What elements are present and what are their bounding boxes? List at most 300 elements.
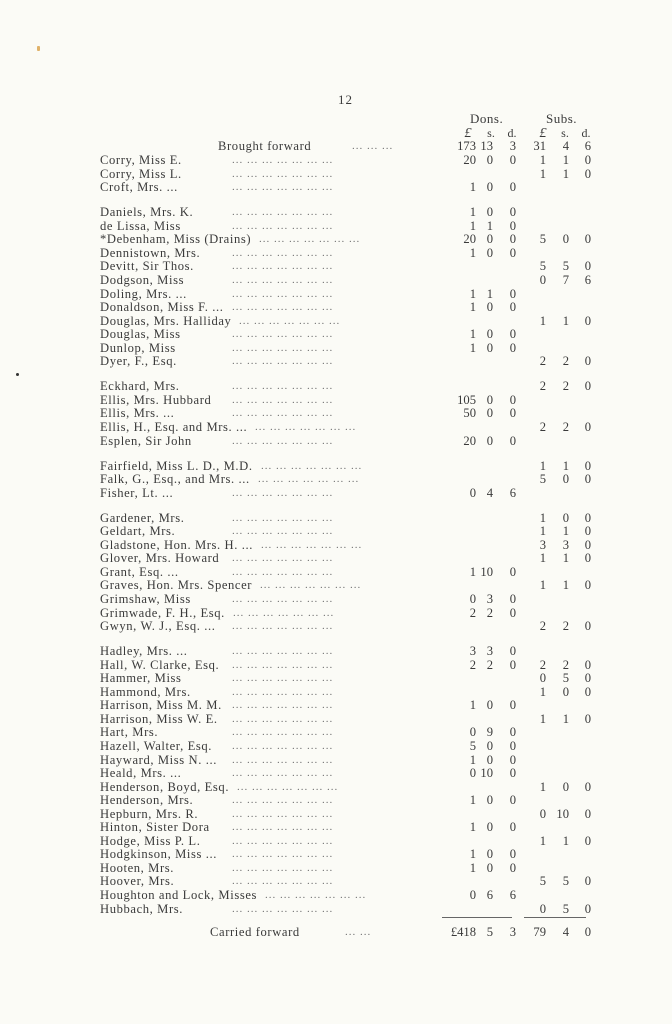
leader-dots: ... ... ... ... ... ... ... [232, 301, 334, 313]
dons-pence-cell: 0 [509, 232, 516, 247]
contributor-name: Grimwade, F. H., Esq. [100, 605, 225, 620]
dons-pounds-cell: 20 [463, 232, 476, 247]
dons-pounds-cell: 105 [457, 392, 476, 407]
dons-pounds-cell: 1 [469, 286, 476, 301]
table-row [0, 205, 672, 219]
table-row [0, 180, 672, 194]
subs-shillings-cell: 2 [562, 657, 569, 672]
dons-shillings-cell: 3 [486, 644, 493, 659]
contributor-name: Henderson, Mrs. [100, 793, 194, 808]
contributor-name: Graves, Hon. Mrs. Spencer [100, 578, 253, 593]
contributor-name: Houghton and Lock, Misses [100, 888, 258, 902]
subs-shillings-cell: 1 [562, 313, 569, 328]
leader-dots: ... ... ... ... ... ... ... [232, 726, 334, 739]
contributor-name: Geldart, Mrs. [100, 524, 176, 539]
subs-pounds-cell: 1 [539, 711, 546, 726]
subs-pounds-cell: 2 [539, 657, 546, 672]
subs-pence-cell: 0 [584, 166, 591, 181]
subs-pence-cell: 0 [584, 671, 591, 686]
table-row [0, 592, 672, 606]
contributor-name: Hart, Mrs. [100, 725, 159, 740]
subs-shillings-cell: 1 [562, 166, 569, 181]
contributor-name: Hayward, Miss N. ... [100, 752, 217, 767]
carried-forward-label: Carried forward [210, 925, 300, 939]
subs-pence-cell: 0 [584, 901, 591, 916]
leader-dots: ... ... ... ... ... ... ... [232, 672, 334, 685]
table-row [0, 459, 672, 473]
subs-pence-cell: 0 [584, 153, 591, 167]
contributor-name: Douglas, Miss [100, 327, 181, 342]
dons-pounds-cell: 1 [469, 698, 476, 713]
leader-dots: ... ... ... ... ... ... ... [232, 712, 334, 725]
table-row [0, 486, 672, 500]
subs-shillings-cell: 1 [562, 551, 569, 566]
subs-pence-cell: 0 [584, 232, 591, 247]
bf-subs-pounds: 31 [533, 139, 546, 153]
leader-dots: ... ... ... ... ... ... ... [232, 219, 334, 232]
contributor-name: Hammond, Mrs. [100, 684, 191, 699]
dons-pence-cell: 0 [509, 605, 516, 620]
table-row [0, 739, 672, 753]
dons-shillings-cell: 0 [486, 793, 493, 808]
dons-pence-cell: 0 [509, 180, 516, 195]
table-row [0, 619, 672, 633]
subs-pence-cell: 6 [584, 272, 591, 287]
contributor-name: Dunlop, Miss [100, 340, 176, 355]
subs-pence-cell: 0 [584, 779, 591, 794]
subs-pence-cell: 0 [584, 419, 591, 434]
contributor-name: de Lissa, Miss [100, 218, 181, 233]
contributor-name: Hubbach, Mrs. [100, 901, 183, 916]
dons-pounds-cell: 1 [469, 218, 476, 233]
table-row [0, 888, 672, 902]
leader-dots: ... ... ... ... ... ... ... [239, 314, 341, 327]
dons-pence-cell: 0 [509, 752, 516, 767]
subs-shillings-cell: 0 [562, 232, 569, 247]
cf-dons-pence: 3 [509, 925, 516, 939]
dons-shillings-cell: 0 [486, 153, 493, 167]
dons-pounds-cell: 5 [469, 738, 476, 753]
leader-dots: ... ... ... ... ... ... ... [232, 685, 334, 698]
contributor-name: *Debenham, Miss (Drains) [100, 232, 252, 247]
table-row [0, 551, 672, 565]
contributor-name: Dennistown, Mrs. [100, 245, 201, 260]
leader-dots: ... ... ... ... ... ... ... [233, 606, 335, 619]
subs-pounds-cell: 1 [539, 153, 546, 167]
subs-pounds-cell: 1 [539, 578, 546, 593]
leader-dots: ... ... ... [352, 140, 394, 152]
dons-pence-cell: 0 [509, 205, 516, 220]
contributor-name: Hepburn, Mrs. R. [100, 806, 199, 821]
leader-dots: ... ... ... ... ... ... ... [232, 246, 334, 259]
leader-dots: ... ... ... ... ... ... ... [232, 658, 334, 671]
subs-shillings-cell: 0 [562, 684, 569, 699]
subs-pence-cell: 0 [584, 313, 591, 328]
dons-pounds-cell: 3 [469, 644, 476, 659]
table-row [0, 232, 672, 246]
subs-pence-cell: 0 [584, 259, 591, 274]
subs-pounds-cell: 0 [539, 272, 546, 287]
subs-pence-cell: 0 [584, 510, 591, 525]
table-row [0, 314, 672, 328]
dons-total-rule [442, 917, 512, 918]
table-row [0, 766, 672, 780]
leader-dots: ... ... ... ... ... ... ... [232, 753, 334, 766]
contributor-name: Hooten, Mrs. [100, 860, 175, 875]
leader-dots: ... ... ... ... ... ... ... [232, 380, 334, 393]
table-row [0, 167, 672, 181]
table-row [0, 712, 672, 726]
dons-shillings-cell: 0 [486, 327, 493, 342]
dons-pounds-cell: 0 [469, 485, 476, 500]
dons-pounds-cell: 20 [463, 153, 476, 167]
subs-pounds-cell: 0 [539, 901, 546, 916]
table-row [0, 538, 672, 552]
dons-shillings-cell: 0 [486, 433, 493, 448]
contributor-name: Henderson, Boyd, Esq. [100, 779, 230, 794]
leader-dots: ... ... ... ... ... ... ... [232, 861, 334, 874]
contributor-name: Hinton, Sister Dora [100, 820, 210, 835]
contributor-name: Gardener, Mrs. [100, 510, 185, 525]
subs-pounds-cell: 5 [539, 232, 546, 247]
dons-shillings-cell: 3 [486, 592, 493, 606]
contributor-name: Ellis, Mrs. ... [100, 406, 175, 421]
subs-pounds-cell: 1 [539, 458, 546, 473]
dons-pence-cell: 0 [509, 433, 516, 448]
brought-forward-row [0, 139, 672, 153]
contributor-name: Gladstone, Hon. Mrs. H. ... [100, 537, 253, 552]
page-number: 12 [338, 92, 353, 107]
contributor-name: Dyer, F., Esq. [100, 354, 177, 369]
leader-dots: ... ... ... ... ... ... ... [232, 393, 334, 406]
dons-pence-cell: 0 [509, 153, 516, 167]
table-row [0, 406, 672, 420]
dons-pence-cell: 0 [509, 860, 516, 875]
dons-pence-cell: 0 [509, 644, 516, 659]
subs-shillings-cell: 1 [562, 153, 569, 167]
bf-subs-shillings: 4 [562, 139, 569, 153]
dons-pounds-cell: 0 [469, 888, 476, 902]
table-row [0, 578, 672, 592]
leader-dots: ... ... ... ... ... ... ... [258, 473, 360, 486]
table-row [0, 861, 672, 875]
table-row [0, 434, 672, 448]
subs-shillings-cell: 3 [562, 537, 569, 552]
subs-total-rule [524, 917, 586, 918]
leader-dots: ... ... [345, 926, 372, 938]
subs-pence-cell: 0 [584, 578, 591, 593]
subs-pence-cell: 0 [584, 657, 591, 672]
table-row [0, 780, 672, 794]
table-row [0, 219, 672, 233]
subs-shillings-cell: 1 [562, 833, 569, 848]
table-row [0, 300, 672, 314]
subs-pounds-cell: 2 [539, 619, 546, 633]
contributor-name: Eckhard, Mrs. [100, 379, 180, 394]
table-row [0, 820, 672, 834]
dons-pounds-cell: 1 [469, 327, 476, 342]
contributor-name: Hadley, Mrs. ... [100, 644, 188, 659]
dons-shillings-cell: 0 [486, 205, 493, 220]
leader-dots: ... ... ... ... ... ... ... [232, 287, 334, 300]
subs-pounds-cell: 1 [539, 779, 546, 794]
subs-pounds-cell: 1 [539, 166, 546, 181]
leader-dots: ... ... ... ... ... ... ... [232, 620, 334, 632]
dons-pence-cell: 0 [509, 766, 516, 780]
dons-pence-cell: 0 [509, 392, 516, 407]
subs-pounds-cell: 1 [539, 313, 546, 328]
subs-shillings-cell: 5 [562, 259, 569, 274]
contributor-name: Hammer, Miss [100, 671, 182, 686]
dons-pounds-cell: 1 [469, 245, 476, 260]
subs-shillings-cell: 10 [556, 806, 569, 821]
subs-pence-unit: d. [581, 126, 591, 140]
subs-shillings-cell: 5 [562, 874, 569, 889]
leader-dots: ... ... ... ... ... ... ... [232, 260, 334, 273]
subs-pounds-cell: 1 [539, 684, 546, 699]
contributor-name: Doling, Mrs. ... [100, 286, 187, 301]
table-row [0, 658, 672, 672]
subs-pence-cell: 0 [584, 711, 591, 726]
leader-dots: ... ... ... ... ... ... ... [232, 273, 334, 286]
dons-pence-unit: d. [507, 126, 517, 140]
subs-pounds-cell: 1 [539, 524, 546, 539]
table-row [0, 644, 672, 658]
dons-pence-cell: 0 [509, 218, 516, 233]
dons-shillings-cell: 0 [486, 847, 493, 862]
dons-pounds-cell: 1 [469, 564, 476, 579]
dons-pence-cell: 0 [509, 327, 516, 342]
dons-pounds-cell: 0 [469, 725, 476, 740]
contributor-name: Hazell, Walter, Esq. [100, 738, 213, 753]
table-row [0, 793, 672, 807]
cf-dons-pounds: £418 [450, 925, 476, 939]
leader-dots: ... ... ... ... ... ... ... [232, 848, 334, 861]
subs-pence-cell: 0 [584, 874, 591, 889]
leader-dots: ... ... ... ... ... ... ... [232, 875, 334, 888]
contributor-name: Fairfield, Miss L. D., M.D. [100, 458, 253, 473]
leader-dots: ... ... ... ... ... ... ... [232, 807, 334, 820]
subs-shillings-cell: 1 [562, 524, 569, 539]
subs-pounds-cell: 0 [539, 671, 546, 686]
table-row [0, 327, 672, 341]
dons-shillings-cell: 0 [486, 232, 493, 247]
contributor-name: Esplen, Sir John [100, 433, 192, 448]
dons-shillings-cell: 0 [486, 860, 493, 875]
dons-pounds-cell: 2 [469, 605, 476, 620]
contributor-name: Douglas, Mrs. Halliday [100, 313, 232, 328]
dons-shillings-cell: 0 [486, 820, 493, 835]
cf-subs-pounds: 79 [533, 925, 546, 939]
leader-dots: ... ... ... ... ... ... ... [232, 902, 334, 915]
table-row [0, 354, 672, 368]
dons-pence-cell: 0 [509, 738, 516, 753]
leader-dots: ... ... ... ... ... ... ... [232, 552, 334, 565]
paper-mark [37, 46, 40, 51]
contributor-name: Harrison, Miss W. E. [100, 711, 218, 726]
dons-pounds-cell: 2 [469, 657, 476, 672]
contributor-name: Glover, Mrs. Howard [100, 551, 220, 566]
subs-pounds-cell: 1 [539, 510, 546, 525]
contributor-name: Croft, Mrs. ... [100, 180, 178, 195]
contributor-name: Corry, Miss L. [100, 166, 182, 181]
leader-dots: ... ... ... ... ... ... ... [232, 699, 334, 712]
dons-pounds-cell: 1 [469, 752, 476, 767]
subs-shillings-cell: 5 [562, 901, 569, 916]
table-row [0, 259, 672, 273]
dons-pence-cell: 6 [509, 485, 516, 500]
subs-shillings-cell: 2 [562, 354, 569, 369]
subs-shillings-cell: 1 [562, 458, 569, 473]
subs-pounds-cell: 1 [539, 833, 546, 848]
contributor-name: Grant, Esq. ... [100, 564, 179, 579]
table-row [0, 847, 672, 861]
contributor-name: Hodge, Miss P. L. [100, 833, 201, 848]
brought-forward-label: Brought forward [218, 139, 312, 153]
subs-shillings-cell: 1 [562, 578, 569, 593]
table-row [0, 524, 672, 538]
dons-pence-cell: 0 [509, 592, 516, 606]
leader-dots: ... ... ... ... ... ... ... [232, 511, 334, 524]
leader-dots: ... ... ... ... ... ... ... [232, 328, 334, 341]
leader-dots: ... ... ... ... ... ... ... [232, 341, 334, 354]
contributor-name: Hall, W. Clarke, Esq. [100, 657, 220, 672]
dons-shillings-cell: 0 [486, 752, 493, 767]
dons-pence-cell: 0 [509, 820, 516, 835]
cf-subs-pence: 0 [584, 925, 591, 939]
dons-pound-unit: £ [464, 126, 472, 141]
dons-shillings-cell: 1 [486, 218, 493, 233]
subs-pence-cell: 0 [584, 833, 591, 848]
subs-pound-unit: £ [539, 126, 547, 141]
table-row [0, 565, 672, 579]
subs-pence-cell: 0 [584, 458, 591, 473]
leader-dots: ... ... ... ... ... ... ... [232, 154, 334, 166]
subs-shillings-cell: 0 [562, 472, 569, 487]
leader-dots: ... ... ... ... ... ... ... [261, 459, 363, 472]
dons-pence-cell: 0 [509, 300, 516, 314]
subs-shillings-cell: 0 [562, 510, 569, 525]
dons-pounds-cell: 1 [469, 205, 476, 220]
leader-dots: ... ... ... ... ... ... ... [232, 565, 334, 578]
subs-pounds-cell: 2 [539, 419, 546, 434]
table-row [0, 153, 672, 167]
leader-dots: ... ... ... ... ... ... ... [232, 794, 334, 807]
dons-shillings-cell: 10 [480, 564, 493, 579]
contributor-name: Ellis, H., Esq. and Mrs. ... [100, 419, 248, 434]
bf-subs-pence: 6 [584, 139, 591, 153]
leader-dots: ... ... ... ... ... ... ... [232, 767, 334, 779]
dons-pounds-cell: 1 [469, 300, 476, 314]
table-row [0, 807, 672, 821]
subs-pence-cell: 0 [584, 806, 591, 821]
contributor-name: Falk, G., Esq., and Mrs. ... [100, 472, 250, 487]
contributor-name: Donaldson, Miss F. ... [100, 300, 224, 314]
table-row [0, 246, 672, 260]
leader-dots: ... ... ... ... ... ... ... [259, 233, 361, 246]
subs-pounds-cell: 2 [539, 354, 546, 369]
subs-pounds-cell: 1 [539, 551, 546, 566]
dons-pence-cell: 0 [509, 698, 516, 713]
carried-forward-row [0, 925, 672, 939]
dons-shillings-cell: 2 [486, 605, 493, 620]
subs-pounds-cell: 5 [539, 259, 546, 274]
dons-pounds-cell: 50 [463, 406, 476, 421]
dons-shillings-cell: 0 [486, 698, 493, 713]
table-row [0, 606, 672, 620]
leader-dots: ... ... ... ... ... ... ... [261, 538, 363, 551]
dons-pence-cell: 0 [509, 340, 516, 355]
subs-pounds-cell: 3 [539, 537, 546, 552]
leader-dots: ... ... ... ... ... ... ... [232, 407, 334, 420]
bf-dons-pounds: 173 [457, 139, 476, 153]
dons-shillings-cell: 9 [486, 725, 493, 740]
bf-dons-shillings: 13 [480, 139, 493, 153]
subs-pounds-cell: 5 [539, 472, 546, 487]
table-row [0, 725, 672, 739]
dons-pounds-cell: 0 [469, 592, 476, 606]
cf-dons-shillings: 5 [486, 925, 493, 939]
dons-shillings-cell: 1 [486, 286, 493, 301]
dons-shillings-cell: 0 [486, 180, 493, 195]
leader-dots: ... ... ... ... ... ... ... [232, 434, 334, 447]
dons-pounds-cell: 1 [469, 847, 476, 862]
dons-pounds-cell: 1 [469, 340, 476, 355]
table-row [0, 511, 672, 525]
subs-pence-cell: 0 [584, 354, 591, 369]
subs-shillings-cell: 5 [562, 671, 569, 686]
dons-pence-cell: 0 [509, 793, 516, 808]
dons-shillings-cell: 0 [486, 245, 493, 260]
table-row [0, 753, 672, 767]
leader-dots: ... ... ... ... ... ... ... [232, 739, 334, 752]
subs-pence-cell: 0 [584, 472, 591, 487]
dons-shillings-cell: 10 [480, 766, 493, 780]
table-row [0, 685, 672, 699]
contributor-name: Hoover, Mrs. [100, 874, 175, 889]
table-row [0, 874, 672, 888]
contributor-name: Heald, Mrs. ... [100, 766, 182, 780]
dons-shillings-cell: 6 [486, 888, 493, 902]
table-row [0, 341, 672, 355]
dons-pence-cell: 0 [509, 725, 516, 740]
contributor-name: Gwyn, W. J., Esq. ... [100, 619, 216, 633]
dons-pence-cell: 0 [509, 286, 516, 301]
subs-pence-cell: 0 [584, 551, 591, 566]
leader-dots: ... ... ... ... ... ... ... [232, 645, 334, 658]
subs-pounds-cell: 2 [539, 379, 546, 394]
leader-dots: ... ... ... ... ... ... ... [232, 167, 334, 180]
table-row [0, 420, 672, 434]
subs-pence-cell: 0 [584, 524, 591, 539]
dons-shillings-cell: 0 [486, 300, 493, 314]
leader-dots: ... ... ... ... ... ... ... [232, 525, 334, 538]
subs-shillings-unit: s. [561, 126, 569, 140]
dons-shillings-cell: 2 [486, 657, 493, 672]
table-row [0, 902, 672, 916]
subs-pence-cell: 0 [584, 537, 591, 552]
subs-shillings-cell: 2 [562, 419, 569, 434]
dons-pounds-cell: 1 [469, 180, 476, 195]
subs-shillings-cell: 1 [562, 711, 569, 726]
dons-pence-cell: 0 [509, 245, 516, 260]
leader-dots: ... ... ... ... ... ... ... [232, 355, 334, 368]
table-row [0, 698, 672, 712]
contributor-name: Grimshaw, Miss [100, 592, 191, 606]
dons-pence-cell: 0 [509, 657, 516, 672]
dons-header: Dons. [470, 111, 504, 126]
contributor-name: Corry, Miss E. [100, 153, 182, 167]
